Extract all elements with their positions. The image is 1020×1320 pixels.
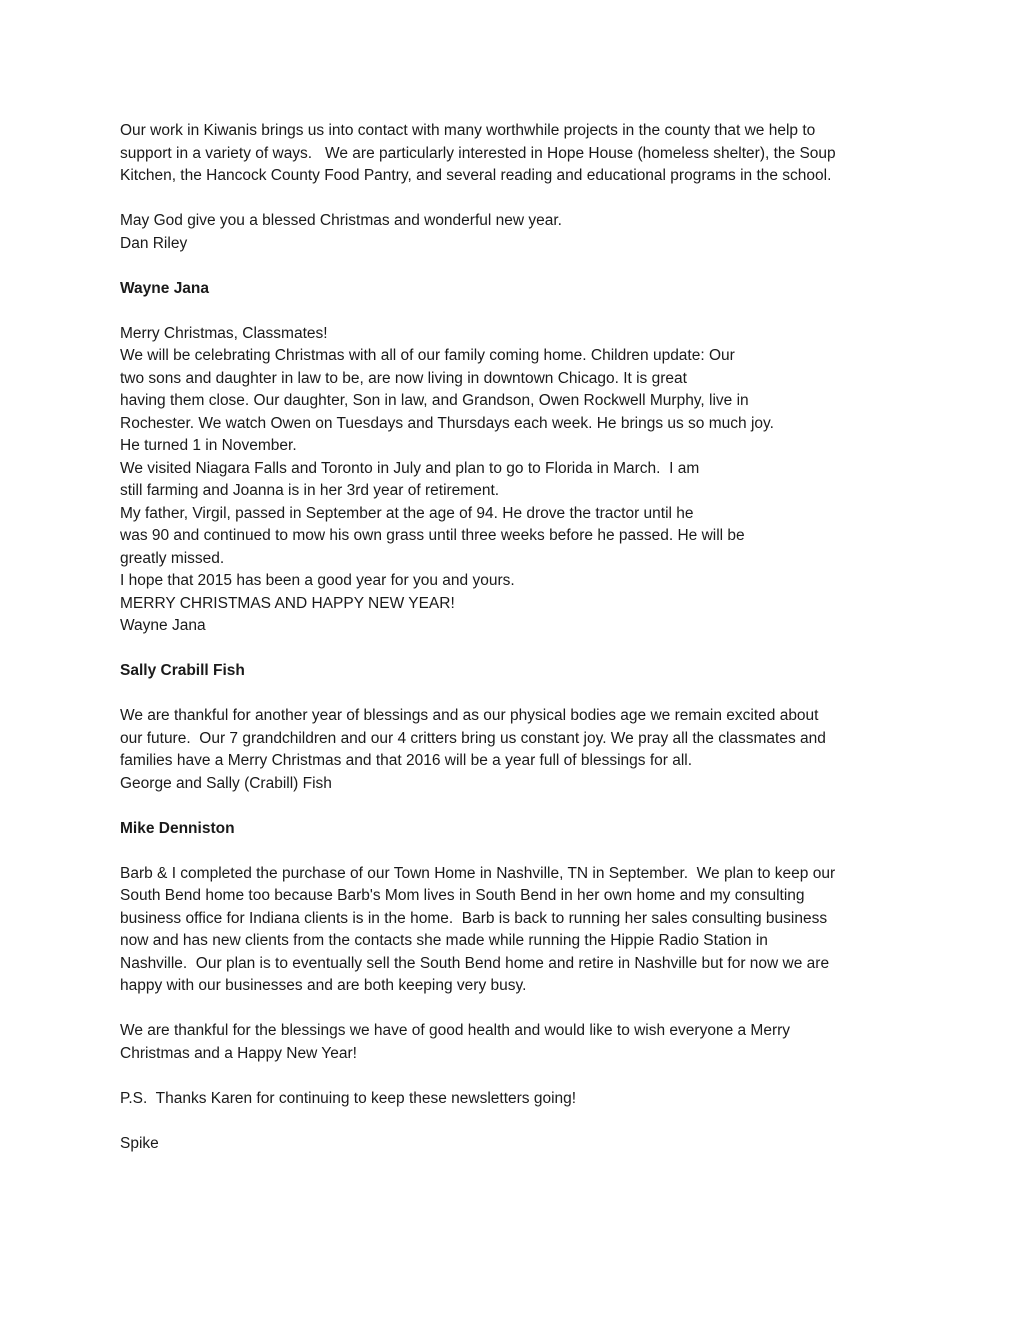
letter-section xyxy=(120,638,920,796)
newsletter-page xyxy=(120,120,920,1155)
section-heading: Mike Denniston xyxy=(120,819,235,837)
paragraph-gap xyxy=(120,998,920,1021)
text-line: Wayne Jana xyxy=(120,617,206,634)
text-line: We visited Niagara Falls and Toronto in July and plan to go to Florida in March. I am xyxy=(120,459,700,477)
text-line: greatly missed. xyxy=(120,549,225,567)
text-line: We are thankful for the blessings we have of good health and would like to wish everyone a Merry xyxy=(120,1022,791,1039)
heading-gap xyxy=(120,683,920,706)
letter-section xyxy=(120,255,920,638)
paragraph-gap xyxy=(120,188,920,211)
text-line: two sons and daughter in law to be, are now living in downtown Chicago. It is great xyxy=(120,369,687,387)
text-line: I hope that 2015 has been a good year for you and yours. xyxy=(120,572,515,589)
text-line: happy with our businesses and are both keeping very busy. xyxy=(120,977,527,994)
paragraph xyxy=(120,1133,920,1156)
text-line: Rochester. We watch Owen on Tuesdays and Thursdays each week. He brings us so much joy. xyxy=(120,414,774,432)
paragraph xyxy=(120,705,920,795)
section-gap xyxy=(120,638,920,661)
text-line: business office for Indiana clients is in the home. Barb is back to running her sales consulting business xyxy=(120,909,828,927)
paragraph xyxy=(120,323,920,638)
letter-section xyxy=(120,120,920,255)
text-line: now and has new clients from the contacts she made while running the Hippie Radio Station in xyxy=(120,932,768,949)
section-gap xyxy=(120,255,920,278)
text-line: My father, Virgil, passed in September at the age of 94. He drove the tractor until he xyxy=(120,504,694,522)
paragraph-gap xyxy=(120,1065,920,1088)
paragraph xyxy=(120,1020,920,1065)
text-line: South Bend home too because Barb's Mom lives in South Bend in her own home and my consulting xyxy=(120,887,805,904)
text-line: May God give you a blessed Christmas and wonderful new year. xyxy=(120,212,562,229)
paragraph-gap xyxy=(120,1110,920,1133)
text-line: support in a variety of ways. We are particularly interested in Hope House (homeless shelter), the Soup xyxy=(120,144,836,162)
paragraph xyxy=(120,120,920,188)
heading-gap xyxy=(120,300,920,323)
section-heading: Sally Crabill Fish xyxy=(120,662,245,679)
paragraph xyxy=(120,210,920,255)
text-line: families have a Merry Christmas and that 2016 will be a year full of blessings for all. xyxy=(120,752,693,769)
paragraph xyxy=(120,863,920,998)
text-line: Dan Riley xyxy=(120,234,188,252)
section-gap xyxy=(120,795,920,818)
text-line: We will be celebrating Christmas with all of our family coming home. Children update: Our xyxy=(120,347,735,364)
text-line: our future. Our 7 grandchildren and our 4 critters bring us constant joy. We pray all the classmates and xyxy=(120,729,826,747)
text-line: still farming and Joanna is in her 3rd year of retirement. xyxy=(120,482,500,499)
text-line: P.S. Thanks Karen for continuing to keep these newsletters going! xyxy=(120,1089,577,1107)
text-line: was 90 and continued to mow his own grass until three weeks before he passed. He will be xyxy=(120,527,745,544)
letter-section xyxy=(120,795,920,1155)
text-line: Merry Christmas, Classmates! xyxy=(120,324,328,342)
text-line: He turned 1 in November. xyxy=(120,437,297,454)
text-line: having them close. Our daughter, Son in law, and Grandson, Owen Rockwell Murphy, live in xyxy=(120,392,749,409)
section-heading: Wayne Jana xyxy=(120,279,210,297)
text-line: Our work in Kiwanis brings us into contact with many worthwhile projects in the county that we help to xyxy=(120,122,816,139)
text-line: Nashville. Our plan is to eventually sell the South Bend home and retire in Nashville but for now we are xyxy=(120,954,830,972)
text-line: Kitchen, the Hancock County Food Pantry, and several reading and educational programs in the school. xyxy=(120,167,832,184)
paragraph xyxy=(120,1088,920,1111)
text-line: George and Sally (Crabill) Fish xyxy=(120,774,332,792)
text-line: Barb & I completed the purchase of our Town Home in Nashville, TN in September. We plan to keep our xyxy=(120,864,836,882)
heading-gap xyxy=(120,840,920,863)
text-line: Spike xyxy=(120,1134,159,1152)
text-line: We are thankful for another year of blessings and as our physical bodies age we remain excited about xyxy=(120,707,819,724)
text-line: MERRY CHRISTMAS AND HAPPY NEW YEAR! xyxy=(120,594,455,612)
text-line: Christmas and a Happy New Year! xyxy=(120,1044,357,1062)
